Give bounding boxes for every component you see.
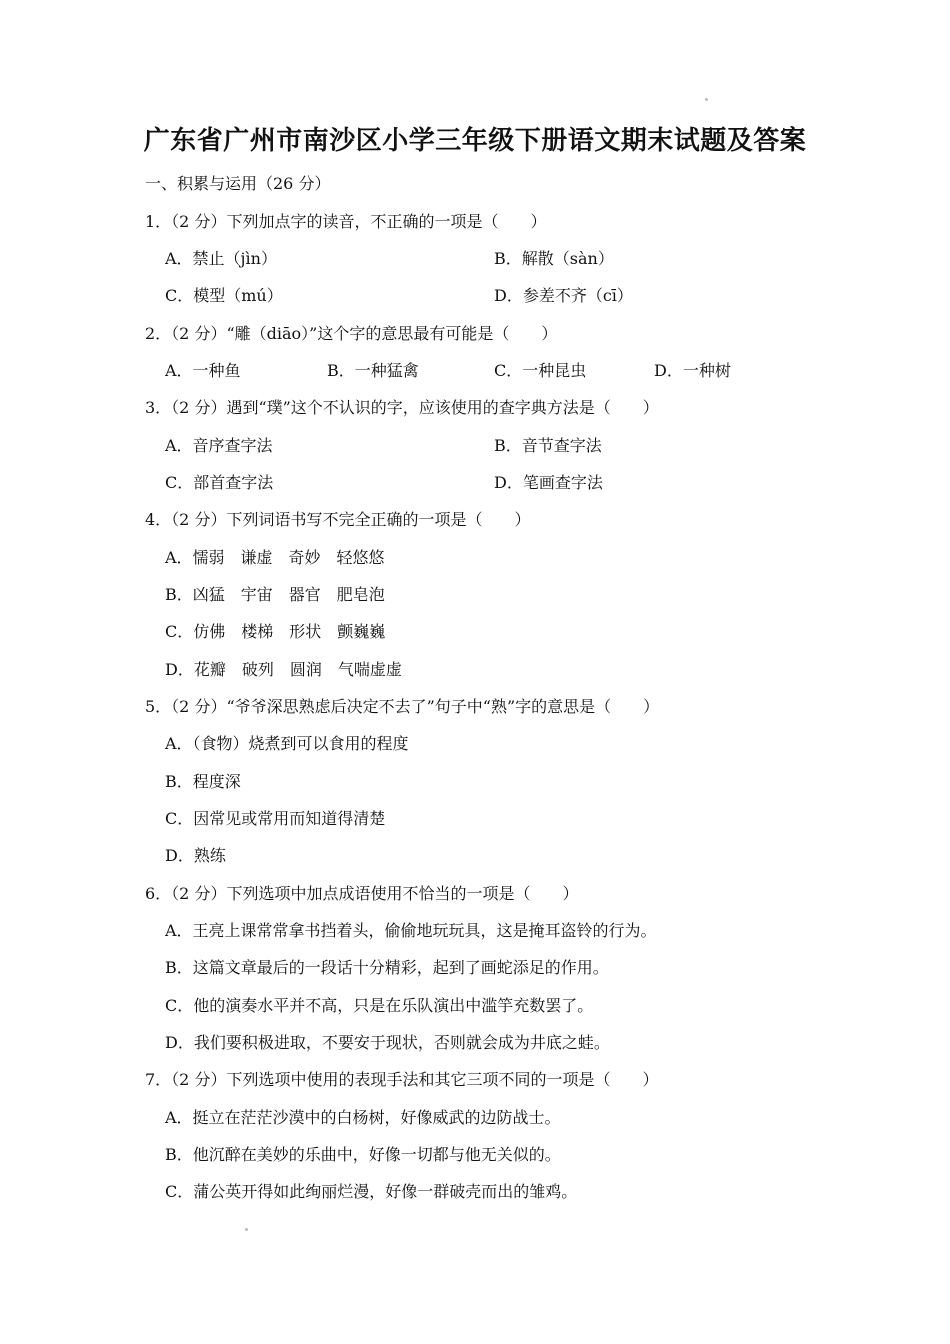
question-5-option-d: D．熟练 (165, 846, 226, 865)
question-3-stem: 3．（2 分）遇到“璞”这个不认识的字，应该使用的查字典方法是（ ） (145, 398, 659, 417)
question-4-option-b: B．凶猛 宇宙 器官 肥皂泡 (165, 585, 385, 604)
question-4-option-c: C．仿佛 楼梯 形状 颤巍巍 (165, 622, 386, 641)
question-7-option-c: C．蒲公英开得如此绚丽烂漫，好像一群破壳而出的雏鸡。 (165, 1182, 578, 1201)
question-4-stem: 4．（2 分）下列词语书写不完全正确的一项是（ ） (145, 510, 531, 529)
question-3-option-c: C．部首查字法 (165, 473, 274, 492)
question-2-option-d: D．一种树 (654, 361, 731, 380)
question-7-stem: 7．（2 分）下列选项中使用的表现手法和其它三项不同的一项是（ ） (145, 1070, 659, 1089)
question-7-option-a: A．挺立在茫茫沙漠中的白杨树，好像威武的边防战士。 (165, 1108, 561, 1127)
question-5-option-c: C．因常见或常用而知道得清楚 (165, 809, 386, 828)
question-6-option-c: C．他的演奏水平并不高，只是在乐队演出中滥竽充数罢了。 (165, 996, 594, 1015)
question-6-stem: 6．（2 分）下列选项中加点成语使用不恰当的一项是（ ） (145, 884, 579, 903)
question-1-stem: 1．（2 分）下列加点字的读音，不正确的一项是（ ） (145, 212, 547, 231)
question-6-option-b: B．这篇文章最后的一段话十分精彩，起到了画蛇添足的作用。 (165, 958, 609, 977)
section-heading: 一、积累与运用（26 分） (145, 174, 331, 193)
question-1-option-d: D．参差不齐（cī） (494, 286, 633, 305)
question-2-option-c: C．一种昆虫 (494, 361, 587, 380)
question-1-option-b: B．解散（sàn） (494, 249, 614, 268)
question-2-option-b: B．一种猛禽 (327, 361, 419, 380)
question-4-option-a: A．懦弱 谦虚 奇妙 轻悠悠 (165, 548, 385, 567)
question-6-option-d: D．我们要积极进取，不要安于现状，否则就会成为井底之蛙。 (165, 1033, 610, 1052)
question-5-option-b: B．程度深 (165, 772, 241, 791)
question-2-stem: 2．（2 分）“雕（diāo）”这个字的意思最有可能是（ ） (145, 324, 558, 343)
question-3-option-d: D．笔画查字法 (494, 473, 603, 492)
question-1-option-a: A．禁止（jìn） (165, 249, 277, 268)
question-4-option-d: D．花瓣 破列 圆润 气喘虚虚 (165, 660, 402, 679)
document-title: 广东省广州市南沙区小学三年级下册语文期末试题及答案 (143, 126, 807, 156)
question-6-option-a: A．王亮上课常常拿书挡着头，偷偷地玩玩具，这是掩耳盗铃的行为。 (165, 921, 657, 940)
scan-speck (705, 98, 708, 101)
question-7-option-b: B．他沉醉在美妙的乐曲中，好像一切都与他无关似的。 (165, 1145, 561, 1164)
question-5-stem: 5．（2 分）“爷爷深思熟虑后决定不去了”句子中“熟”字的意思是（ ） (145, 697, 660, 716)
question-1-option-c: C．模型（mú） (165, 286, 283, 305)
scan-speck (245, 1228, 248, 1231)
question-5-option-a: A．（食物）烧煮到可以食用的程度 (165, 734, 409, 753)
question-3-option-a: A．音序查字法 (165, 436, 273, 455)
question-2-option-a: A．一种鱼 (165, 361, 241, 380)
question-3-option-b: B．音节查字法 (494, 436, 602, 455)
